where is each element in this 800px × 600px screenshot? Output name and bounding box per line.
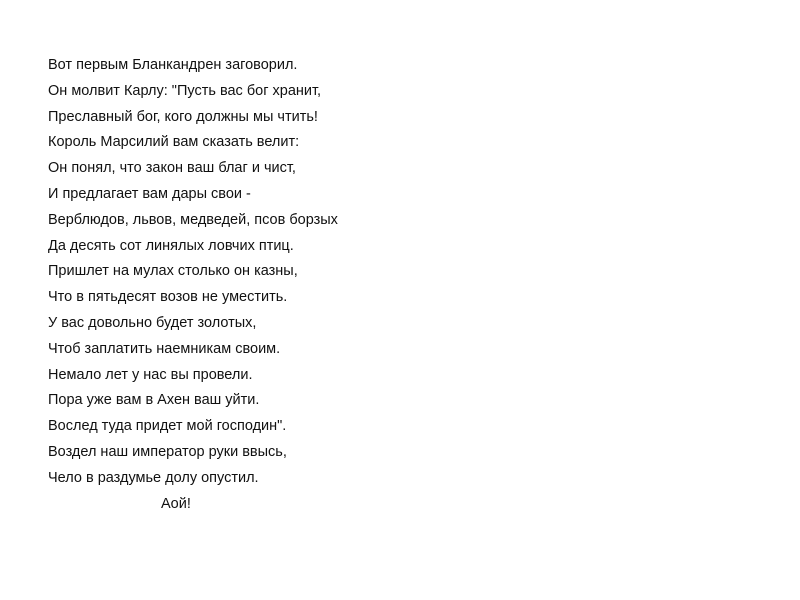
poem-text bbox=[48, 53, 338, 517]
poem-line: Воздел наш император руки ввысь, bbox=[48, 443, 287, 460]
poem-line: Да десять сот линялых ловчих птиц. bbox=[48, 237, 294, 254]
poem-refrain: Аой! bbox=[161, 495, 191, 512]
poem-line: Король Марсилий вам сказать велит: bbox=[48, 134, 300, 151]
poem-line: Он понял, что закон ваш благ и чист, bbox=[48, 160, 296, 177]
poem-line: У вас довольно будет золотых, bbox=[48, 314, 257, 331]
poem-line: Вот первым Бланкандрен заговорил. bbox=[48, 57, 298, 73]
poem-line: Преславный бог, кого должны мы чтить! bbox=[48, 108, 318, 125]
poem-line: Что в пятьдесят возов не уместить. bbox=[48, 289, 288, 306]
poem-line: И предлагает вам дары свои - bbox=[48, 185, 251, 202]
poem-line: Чтоб заплатить наемникам своим. bbox=[48, 340, 281, 357]
poem-line: Пришлет на мулах столько он казны, bbox=[48, 263, 298, 280]
poem-line: Чело в раздумье долу опустил. bbox=[48, 469, 259, 486]
poem-line: Пора уже вам в Ахен ваш уйти. bbox=[48, 392, 260, 409]
poem-line: Немало лет у нас вы провели. bbox=[48, 366, 253, 383]
poem-line: Он молвит Карлу: "Пусть вас бог хранит, bbox=[48, 82, 322, 99]
poem-line: Вослед туда придет мой господин". bbox=[48, 418, 287, 435]
poem-line: Верблюдов, львов, медведей, псов борзых bbox=[48, 211, 338, 228]
